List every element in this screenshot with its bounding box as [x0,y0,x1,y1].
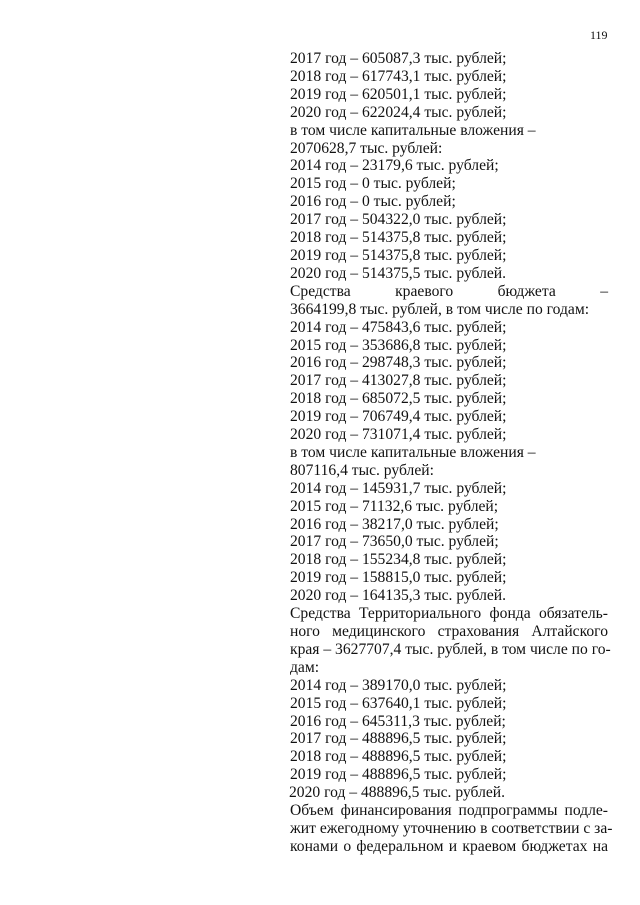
text-line: Средства краевого бюджета – [290,282,608,300]
text-line: 2019 год – 514375,8 тыс. рублей; [290,246,507,264]
text-line: в том числе капитальные вложения – [290,121,536,139]
text-line: 2020 год – 731071,4 тыс. рублей; [290,426,507,444]
text-line: дам: [290,658,320,676]
text-line: 2018 год – 155234,8 тыс. рублей; [290,551,507,569]
text-line: 2017 год – 73650,0 тыс. рублей; [290,533,499,551]
text-line: 2070628,7 тыс. рублей: [290,139,443,157]
text-line: 2014 год – 145931,7 тыс. рублей; [290,479,507,497]
text-line: 2019 год – 158815,0 тыс. рублей; [290,569,507,587]
text-line: жит ежегодному уточнению в соответствии с за- [290,819,613,837]
text-line: 2016 год – 38217,0 тыс. рублей; [290,515,499,533]
text-line: 2018 год – 617743,1 тыс. рублей; [290,67,507,85]
text-line: края – 3627707,4 тыс. рублей, в том числе по го- [290,640,611,658]
text-line: 2020 год – 164135,3 тыс. рублей. [290,587,507,605]
text-line: в том числе капитальные вложения – [290,443,536,461]
text-line: 2015 год – 71132,6 тыс. рублей; [290,497,499,515]
text-line: 2016 год – 645311,3 тыс. рублей; [290,712,506,730]
text-line: конами о федеральном и краевом бюджетах на [290,837,608,855]
text-line: 2018 год – 514375,8 тыс. рублей; [290,229,507,247]
text-line: 2016 год – 298748,3 тыс. рублей; [290,354,507,372]
text-line: 807116,4 тыс. рублей: [290,461,434,479]
text-line: 2015 год – 353686,8 тыс. рублей; [290,336,507,354]
text-line: Объем финансирования подпрограммы подле- [290,802,608,820]
text-line: 2019 год – 488896,5 тыс. рублей; [290,766,507,784]
text-line: 2020 год – 488896,5 тыс. рублей. [289,784,506,802]
text-line: 2017 год – 488896,5 тыс. рублей; [290,730,507,748]
text-line: 2015 год – 637640,1 тыс. рублей; [290,694,507,712]
text-line: 2015 год – 0 тыс. рублей; [290,175,456,193]
text-line: 2014 год – 475843,6 тыс. рублей; [290,318,507,336]
text-line: 2018 год – 488896,5 тыс. рублей; [290,748,507,766]
text-line: 2018 год – 685072,5 тыс. рублей; [290,390,507,408]
text-line: 2017 год – 413027,8 тыс. рублей; [290,372,507,390]
text-line: ного медицинского страхования Алтайского [290,623,608,640]
text-line: 2017 год – 605087,3 тыс. рублей; [290,50,507,67]
text-line: 2017 год – 504322,0 тыс. рублей; [290,211,507,229]
text-line: Средства Территориального фонда обязатель- [290,605,608,623]
text-line: 3664199,8 тыс. рублей, в том числе по годам: [290,300,590,318]
text-line: 2020 год – 514375,5 тыс. рублей. [290,264,507,282]
text-line: 2014 год – 389170,0 тыс. рублей; [290,676,507,694]
document-body [289,50,613,856]
text-line: 2019 год – 620501,1 тыс. рублей; [290,85,507,103]
text-line: 2014 год – 23179,6 тыс. рублей; [290,157,499,175]
page-number: 119 [590,28,608,42]
text-line: 2020 год – 622024,4 тыс. рублей; [290,103,507,121]
text-line: 2019 год – 706749,4 тыс. рублей; [290,408,507,426]
text-line: 2016 год – 0 тыс. рублей; [290,193,456,211]
